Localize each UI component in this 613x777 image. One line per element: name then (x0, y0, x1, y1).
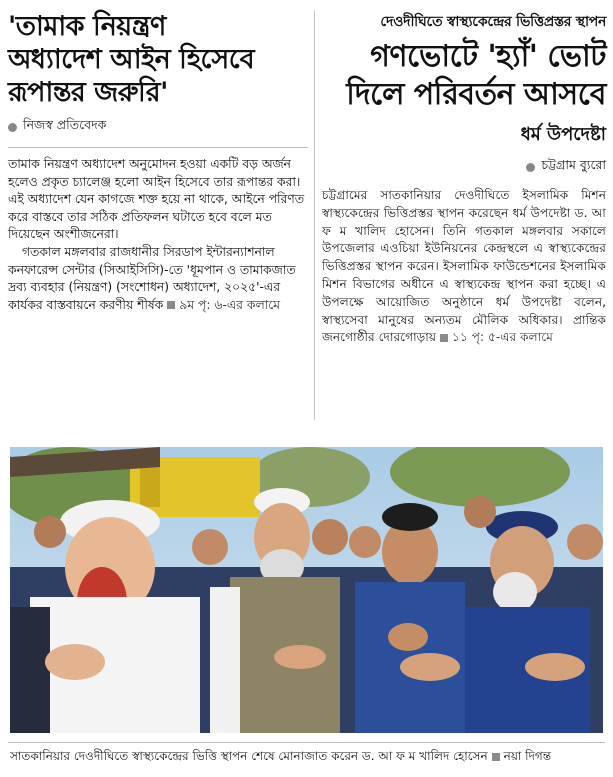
left-paragraph-2-text: গতকাল মঙ্গলবার রাজধানীর সিরডাপ ইন্টারন্যাশনাল কনফারেন্স সেন্টার (সিআইসিসি)-তে 'ধূমপান ও তামাকজাত দ্রব্য ব্যবহার (নিয়ন্ত্রণ) (সংশোধন) অধ্যাদেশ, ২০২৫'-এর কার্যকর বাস্তবায়নে করণীয় শীর্ষক (8, 244, 296, 312)
right-body-text: চট্টগ্রামের সাতকানিয়ার দেওদীঘিতে ইসলামিক মিশন স্বাস্থ্যকেন্দ্রের ভিত্তিপ্রস্তর স্থাপন করেছেন ধর্ম উপদেষ্টা ড. আ ফ ম খালিদ হোসেন। তিনি গতকাল মঙ্গলবার সকালে উপজেলার এওচিয়া ইউনিয়নের কেন্দ্রস্থলে এ স্বাস্থ্যকেন্দ্রের ভিত্তিপ্রস্তর স্থাপন করেন। ইসলামিক ফাউন্ডেশনের ইসলামিক মিশন বিভাগের অধীনে এ স্বাস্থ্যকেন্দ্র স্থাপন করা হচ্ছে। এ উপলক্ষে আয়োজিত অনুষ্ঠানে ধর্ম উপদেষ্টা বলেন, স্বাস্থ্যসেবা মানুষের অন্যতম মৌলিক অধিকার। প্রান্তিক জনগোষ্ঠীর দোরগোড়ায় (322, 188, 606, 345)
left-headline-line-3: রূপান্তর জরুরি' (8, 77, 168, 108)
right-subhead: ধর্ম উপদেষ্টা (520, 124, 606, 145)
left-headline (8, 10, 308, 109)
bullet-icon (526, 163, 535, 172)
photo-credit: নয়া দিগন্ত (503, 749, 552, 763)
photo-illustration (10, 447, 603, 733)
right-byline (322, 157, 606, 177)
square-bullet-icon (440, 334, 448, 342)
right-article (322, 10, 606, 347)
right-kicker: দেওদীঘিতে স্বাস্থ্যকেন্দ্রের ভিত্তিপ্রস্তর স্থাপন (380, 14, 606, 30)
news-photo (10, 447, 603, 733)
left-byline-text: নিজস্ব প্রতিবেদক (23, 117, 107, 132)
photo-caption-text: সাতকানিয়ার দেওদীঘিতে স্বাস্থ্যকেন্দ্রের ভিত্তি স্থাপন শেষে মোনাজাত করেন ড. আ ফ ম খালিদ হোসেন (10, 749, 488, 763)
left-article (8, 10, 308, 314)
left-byline (8, 117, 308, 137)
square-bullet-icon (492, 753, 500, 761)
photo-caption (10, 748, 605, 768)
left-jump-link[interactable]: ৯ম পৃ: ৬-এর কলামে (179, 297, 280, 312)
left-body (8, 156, 308, 314)
left-divider (8, 147, 308, 148)
bullet-icon (8, 123, 17, 132)
right-headline-line-1: গণভোটে 'হ্যাঁ' ভোট (370, 39, 606, 74)
left-paragraph-2 (8, 244, 308, 314)
left-headline-line-2: অধ্যাদেশ আইন হিসেবে (8, 44, 255, 75)
left-headline-line-1: 'তামাক নিয়ন্ত্রণ (8, 11, 166, 42)
square-bullet-icon (167, 301, 175, 309)
right-headline-line-2: দিলে পরিবর্তন আসবে (346, 77, 606, 112)
right-byline-text: চট্টগ্রাম ব্যুরো (541, 157, 606, 172)
caption-divider (8, 742, 605, 743)
left-paragraph-1: তামাক নিয়ন্ত্রণ অধ্যাদেশ অনুমোদন হওয়া একটি বড় অর্জন হলেও প্রকৃত চ্যালেঞ্জ হলো আইন হিসেবে তার রূপান্তর করা। এই অধ্যাদেশ যেন কাগজে শক্ত হয়ে না থাকে, আইনে পরিণত করে বাস্তবে তার সঠিক প্রতিফলন ঘটাতে হবে বলে মত দিয়েছেন অংশীজনেরা। (8, 157, 304, 242)
right-body (322, 187, 606, 347)
column-divider (314, 10, 315, 420)
right-jump-link[interactable]: ১১ পৃ: ৫-এর কলামে (452, 330, 553, 345)
right-headline (322, 38, 606, 114)
